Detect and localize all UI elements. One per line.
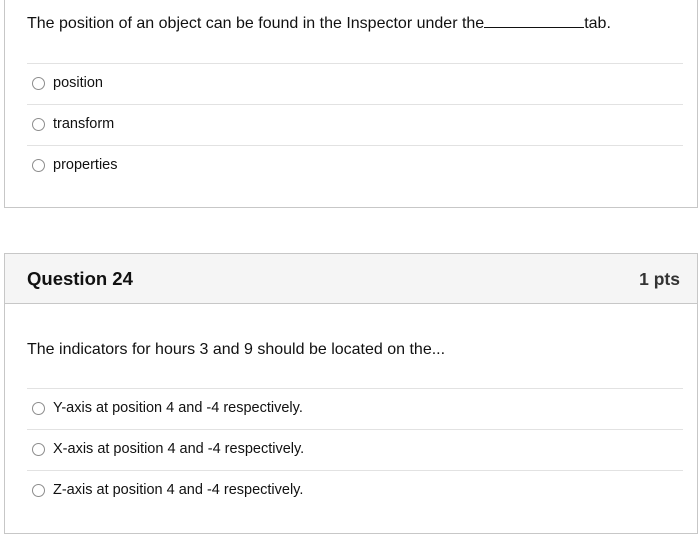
question-24-card: [4, 253, 698, 534]
question-title: Question 24: [27, 268, 133, 289]
answer-option-x-axis[interactable]: [32, 439, 304, 459]
answer-option-position[interactable]: [32, 73, 103, 93]
answer-option-properties[interactable]: [32, 155, 117, 175]
fill-in-blank: [484, 13, 584, 28]
previous-question-card: [4, 0, 698, 208]
option-divider: [27, 63, 683, 64]
radio-button[interactable]: [32, 77, 45, 90]
radio-button[interactable]: [32, 118, 45, 131]
radio-button[interactable]: [32, 443, 45, 456]
question-header: [5, 254, 697, 304]
radio-button[interactable]: [32, 402, 45, 415]
question-prompt: [27, 13, 611, 34]
answer-option-label: transform: [53, 116, 115, 132]
option-divider: [27, 429, 683, 430]
answer-option-transform[interactable]: [32, 114, 114, 134]
answer-option-label: Y-axis at position 4 and -4 respectively.: [53, 400, 303, 416]
answer-option-label: properties: [53, 157, 118, 173]
option-divider: [27, 470, 683, 471]
answer-option-z-axis[interactable]: [32, 480, 303, 500]
radio-button[interactable]: [32, 159, 45, 172]
answer-option-label: position: [53, 75, 103, 91]
prompt-text-after: tab.: [584, 15, 611, 32]
option-divider: [27, 145, 683, 146]
question-points: 1 pts: [639, 269, 680, 289]
option-divider: [27, 388, 683, 389]
question-text: The indicators for hours 3 and 9 should be located on the...: [27, 341, 446, 358]
option-divider: [27, 104, 683, 105]
answer-option-label: Z-axis at position 4 and -4 respectively.: [53, 482, 304, 498]
radio-button[interactable]: [32, 484, 45, 497]
answer-option-y-axis[interactable]: [32, 398, 303, 418]
answer-option-label: X-axis at position 4 and -4 respectively.: [53, 441, 305, 457]
prompt-text-before: The position of an object can be found in the Inspector under the: [27, 15, 485, 32]
